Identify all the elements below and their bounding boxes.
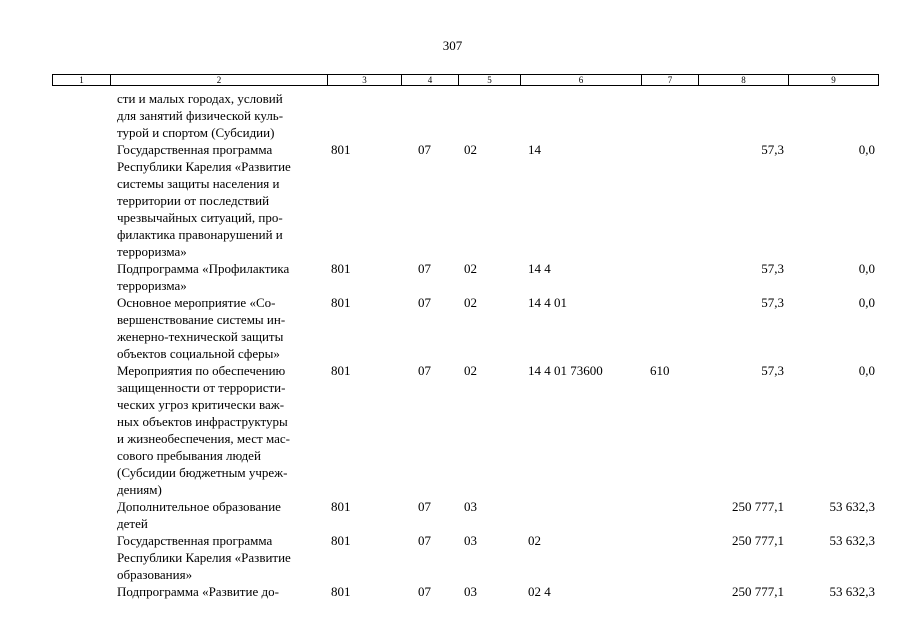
- description-line: Государственная программа: [117, 533, 273, 548]
- header-cell-4: 4: [402, 75, 459, 85]
- section-code: 07: [418, 584, 431, 599]
- subsection-code: 02: [464, 363, 477, 378]
- table-row: [0, 294, 905, 362]
- description-line: системы защиты населения и: [117, 176, 280, 191]
- description-line: терроризма»: [117, 244, 187, 259]
- description-line: защищенности от террористи-: [117, 380, 286, 395]
- table-row: [0, 141, 905, 260]
- table-header-row: [52, 74, 879, 86]
- header-cell-9: 9: [831, 75, 836, 85]
- subsection-code: 03: [464, 499, 477, 514]
- amount-col8: 250 777,1: [732, 499, 784, 514]
- row-description: [117, 583, 327, 600]
- amount-col9: 0,0: [858, 295, 875, 310]
- amount-col8: 57,3: [761, 261, 784, 276]
- amount-col9: 53 632,3: [829, 499, 875, 514]
- header-cell-8: 8: [699, 75, 789, 85]
- table-row: [0, 362, 905, 498]
- subsection-code: 02: [464, 142, 477, 157]
- amount-col9: 0,0: [858, 363, 875, 378]
- amount-col8: 250 777,1: [732, 584, 784, 599]
- amount-col8: 250 777,1: [732, 533, 784, 548]
- section-code: 07: [418, 261, 431, 276]
- target-article-code: 14 4 01: [528, 295, 567, 310]
- description-line: филактика правонарушений и: [117, 227, 283, 242]
- target-article-code: 14 4 01 73600: [528, 363, 603, 378]
- row-description: [117, 532, 327, 583]
- amount-col8: 57,3: [761, 295, 784, 310]
- ministry-code: 801: [331, 499, 351, 514]
- description-line: Мероприятия по обеспечению: [117, 363, 286, 378]
- description-line: Дополнительное образование: [117, 499, 281, 514]
- table-row: [0, 90, 905, 141]
- section-code: 07: [418, 533, 431, 548]
- row-description: [117, 294, 327, 362]
- section-code: 07: [418, 142, 431, 157]
- amount-col9: 0,0: [858, 261, 875, 276]
- description-line: сового пребывания людей: [117, 448, 261, 463]
- description-line: (Субсидии бюджетным учреж-: [117, 465, 288, 480]
- description-line: территории от последствий: [117, 193, 270, 208]
- header-cell-3: 3: [328, 75, 402, 85]
- subsection-code: 02: [464, 261, 477, 276]
- ministry-code: 801: [331, 142, 351, 157]
- page-number: 307: [442, 38, 463, 53]
- description-line: чрезвычайных ситуаций, про-: [117, 210, 283, 225]
- amount-col9: 53 632,3: [829, 584, 875, 599]
- subsection-code: 03: [464, 584, 477, 599]
- header-cell-1: 1: [53, 75, 111, 85]
- description-line: ческих угроз критически важ-: [117, 397, 285, 412]
- subsection-code: 03: [464, 533, 477, 548]
- description-line: Государственная программа: [117, 142, 273, 157]
- subsection-code: 02: [464, 295, 477, 310]
- description-line: для занятий физической куль-: [117, 108, 284, 123]
- description-line: Подпрограмма «Развитие до-: [117, 584, 279, 599]
- ministry-code: 801: [331, 584, 351, 599]
- row-description: [117, 260, 327, 294]
- description-line: женерно-технической защиты: [117, 329, 284, 344]
- table-body: [0, 90, 905, 600]
- expense-type-code: 610: [650, 363, 670, 378]
- header-cell-5: 5: [459, 75, 521, 85]
- amount-col9: 0,0: [858, 142, 875, 157]
- header-cell-6: 6: [521, 75, 642, 85]
- description-line: турой и спортом (Субсидии): [117, 125, 275, 140]
- description-line: Подпрограмма «Профилактика: [117, 261, 290, 276]
- ministry-code: 801: [331, 533, 351, 548]
- header-cell-7: 7: [642, 75, 699, 85]
- description-line: сти и малых городах, условий: [117, 91, 283, 106]
- table-row: [0, 260, 905, 294]
- row-description: [117, 90, 327, 141]
- row-description: [117, 362, 327, 498]
- target-article-code: 02: [528, 533, 541, 548]
- description-line: дениям): [117, 482, 162, 497]
- target-article-code: 14 4: [528, 261, 551, 276]
- table-row: [0, 583, 905, 600]
- header-cell-2: 2: [111, 75, 328, 85]
- description-line: и жизнеобеспечения, мест мас-: [117, 431, 290, 446]
- ministry-code: 801: [331, 295, 351, 310]
- description-line: Республики Карелия «Развитие: [117, 550, 291, 565]
- row-description: [117, 141, 327, 260]
- ministry-code: 801: [331, 261, 351, 276]
- description-line: Республики Карелия «Развитие: [117, 159, 291, 174]
- row-description: [117, 498, 327, 532]
- section-code: 07: [418, 499, 431, 514]
- description-line: образования»: [117, 567, 193, 582]
- table-row: [0, 532, 905, 583]
- target-article-code: 02 4: [528, 584, 551, 599]
- section-code: 07: [418, 295, 431, 310]
- description-line: Основное мероприятие «Со-: [117, 295, 276, 310]
- description-line: детей: [117, 516, 148, 531]
- description-line: терроризма»: [117, 278, 187, 293]
- table-row: [0, 498, 905, 532]
- description-line: ных объектов инфраструктуры: [117, 414, 288, 429]
- description-line: вершенствование системы ин-: [117, 312, 286, 327]
- amount-col9: 53 632,3: [829, 533, 875, 548]
- amount-col8: 57,3: [761, 142, 784, 157]
- target-article-code: 14: [528, 142, 541, 157]
- section-code: 07: [418, 363, 431, 378]
- description-line: объектов социальной сферы»: [117, 346, 280, 361]
- amount-col8: 57,3: [761, 363, 784, 378]
- ministry-code: 801: [331, 363, 351, 378]
